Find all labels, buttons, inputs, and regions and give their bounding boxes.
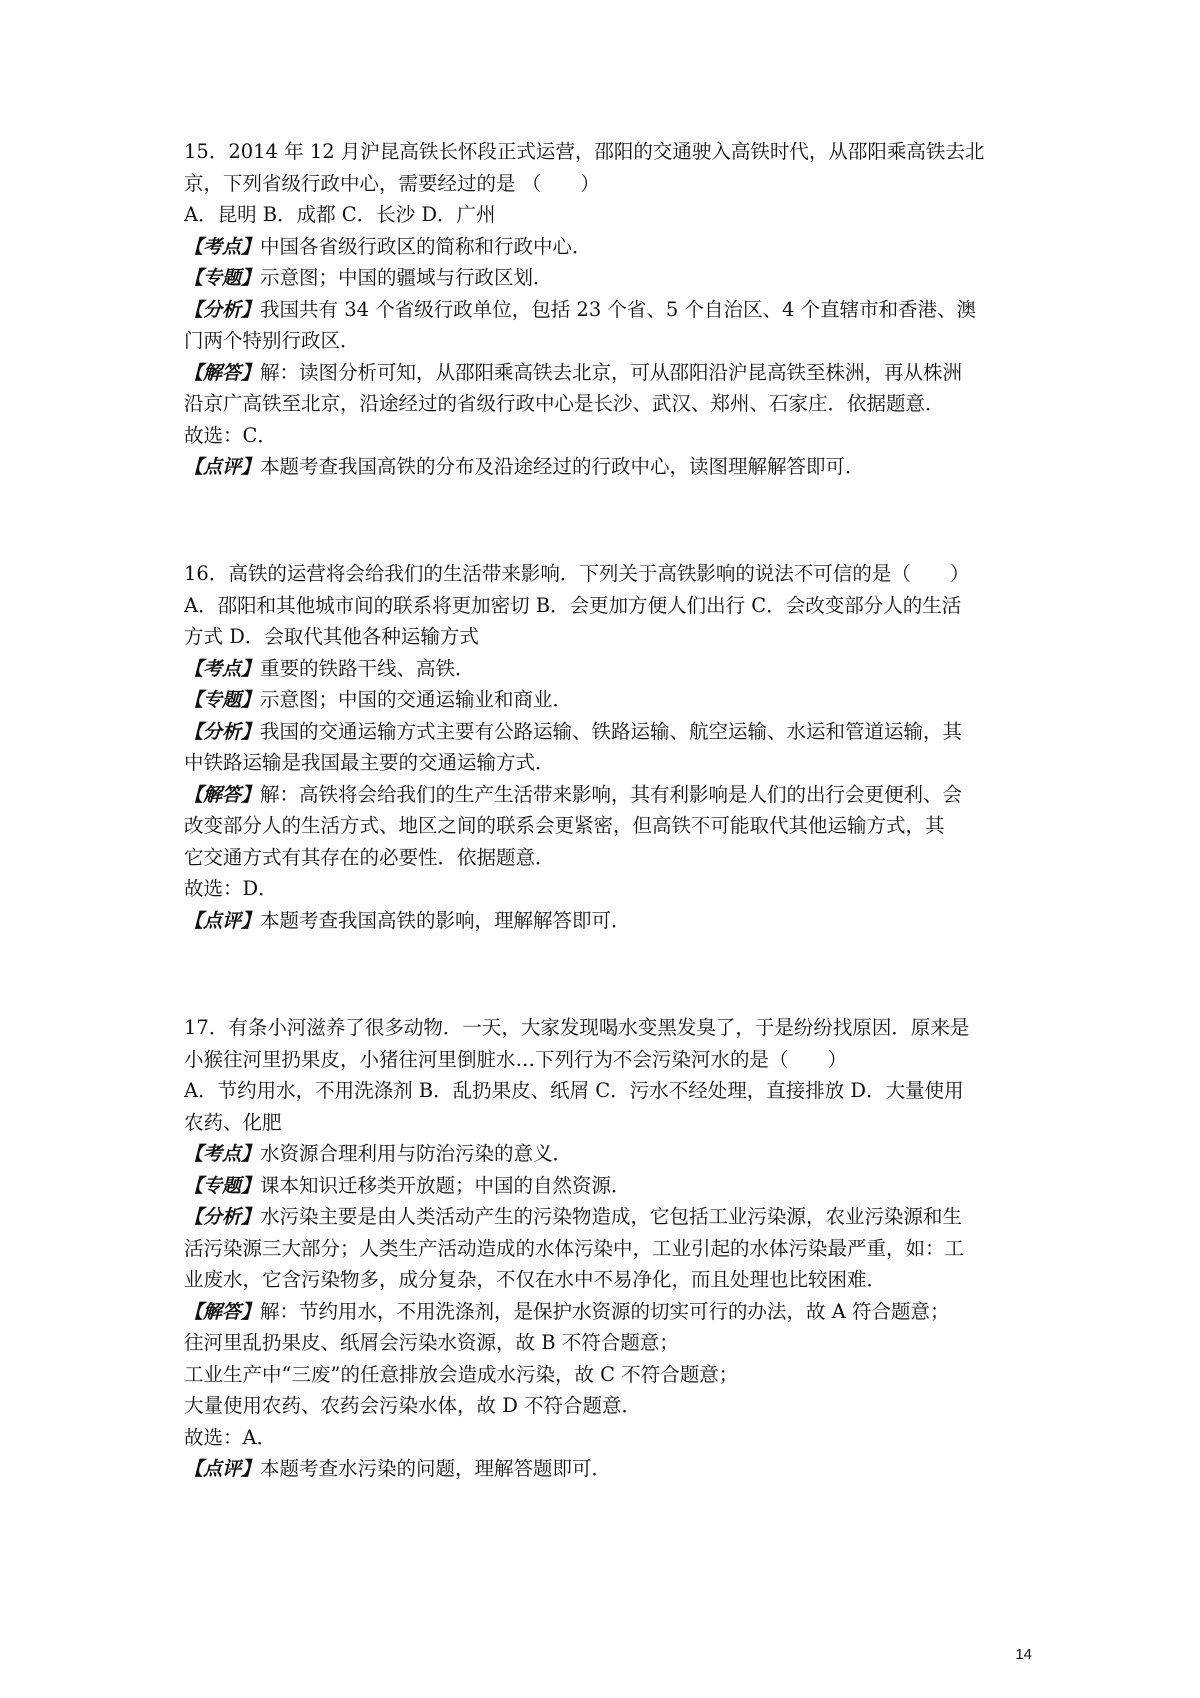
question-options: A．昆明 B．成都 C．长沙 D．广州 bbox=[184, 203, 496, 226]
section-text: 中国各省级行政区的简称和行政中心． bbox=[260, 234, 592, 258]
section-text: 解：节约用水，不用洗涤剂，是保护水资源的切实可行的办法，故 A 符合题意； bbox=[260, 1299, 950, 1323]
section-tag: 【分析】 bbox=[184, 720, 261, 743]
section-text: 示意图；中国的疆域与行政区划． bbox=[260, 266, 553, 289]
question-options: 方式 D．会取代其他各种运输方式 bbox=[184, 625, 479, 648]
section-text: 解：读图分析可知，从邵阳乘高铁去北京，可从邵阳沿沪昆高铁至株洲，再从株洲 bbox=[260, 360, 963, 384]
section-text: 活污染源三大部分；人类生产活动造成的水体污染中，工业引起的水体污染最严重，如：工 bbox=[184, 1236, 965, 1260]
dianping-section bbox=[184, 905, 1034, 937]
section-text: 它交通方式有其存在的必要性．依据题意． bbox=[184, 845, 555, 869]
fenxi-section bbox=[184, 716, 1034, 748]
section-tag: 【点评】 bbox=[184, 1458, 261, 1480]
section-text: 业废水，它含污染物多，成分复杂，不仅在水中不易净化，而且处理也比较困难． bbox=[184, 1268, 887, 1291]
section-text: 工业生产中“三废”的任意排放会造成水污染，故 C 不符合题意； bbox=[184, 1362, 739, 1386]
zhuanti-section bbox=[184, 262, 1034, 294]
section-tag: 【考点】 bbox=[184, 657, 261, 680]
question-options: 农药、化肥 bbox=[184, 1110, 282, 1134]
answer-choice: 故选：D． bbox=[184, 877, 278, 900]
kaodian-section bbox=[184, 653, 1034, 685]
dianping-section bbox=[184, 1453, 1034, 1485]
question-16 bbox=[184, 558, 1034, 936]
question-options: A．节约用水，不用洗涤剂 B．乱扔果皮、纸屑 C．污水不经处理，直接排放 D．大量使用 bbox=[184, 1079, 964, 1102]
question-stem-line: 京，下列省级行政中心，需要经过的是 （ ） bbox=[184, 171, 600, 195]
section-tag: 【分析】 bbox=[184, 298, 261, 321]
jieda-section bbox=[184, 1296, 1034, 1328]
section-tag: 【专题】 bbox=[184, 689, 261, 711]
kaodian-section bbox=[184, 231, 1034, 263]
fenxi-section bbox=[184, 1201, 1034, 1233]
section-text: 本题考查我国高铁的分布及沿途经过的行政中心，读图理解解答即可． bbox=[260, 455, 865, 478]
question-stem-line: 小猴往河里扔果皮，小猪往河里倒脏水…下列行为不会污染河水的是（ ） bbox=[184, 1047, 848, 1071]
section-tag: 【考点】 bbox=[184, 235, 261, 258]
question-stem-line: 17．有条小河滋养了很多动物．一天，大家发现喝水变黑发臭了，于是纷纷找原因．原来是 bbox=[184, 1016, 970, 1039]
section-text: 解：高铁将会给我们的生产生活带来影响，其有利影响是人们的出行会更便利、会 bbox=[260, 782, 963, 806]
question-options: A．邵阳和其他城市间的联系将更加密切 B．会更加方便人们出行 C．会改变部分人的生活 bbox=[184, 593, 962, 617]
section-tag: 【解答】 bbox=[184, 783, 261, 806]
section-text: 水污染主要是由人类活动产生的污染物造成，它包括工业污染源，农业污染源和生 bbox=[260, 1205, 963, 1228]
section-tag: 【解答】 bbox=[184, 1300, 261, 1323]
section-text: 沿京广高铁至北京，沿途经过的省级行政中心是长沙、武汉、郑州、石家庄．依据题意． bbox=[184, 392, 945, 415]
page-number: 14 bbox=[1015, 1646, 1032, 1663]
section-text: 门两个特别行政区． bbox=[184, 329, 360, 352]
question-stem-line: 16．高铁的运营将会给我们的生活带来影响．下列关于高铁影响的说法不可信的是（ ） bbox=[184, 562, 970, 585]
section-text: 本题考查水污染的问题，理解答题即可． bbox=[260, 1457, 612, 1480]
dianping-section bbox=[184, 451, 1034, 483]
section-text: 往河里乱扔果皮、纸屑会污染水资源，故 B 不符合题意； bbox=[184, 1331, 679, 1354]
jieda-section bbox=[184, 779, 1034, 811]
section-text: 课本知识迁移类开放题；中国的自然资源． bbox=[260, 1173, 631, 1197]
answer-choice: 故选：C． bbox=[184, 423, 277, 447]
section-tag: 【点评】 bbox=[184, 456, 261, 478]
fenxi-section bbox=[184, 294, 1034, 326]
section-tag: 【点评】 bbox=[184, 909, 261, 932]
section-tag: 【专题】 bbox=[184, 267, 261, 289]
kaodian-section bbox=[184, 1138, 1034, 1170]
section-tag: 【解答】 bbox=[184, 361, 261, 384]
question-17 bbox=[184, 1012, 1034, 1485]
section-text: 我国共有 34 个省级行政单位，包括 23 个省、5 个自治区、4 个直辖市和香港、澳 bbox=[260, 297, 977, 321]
section-tag: 【分析】 bbox=[184, 1206, 261, 1228]
section-text: 水资源合理利用与防治污染的意义． bbox=[260, 1142, 573, 1165]
section-text: 示意图；中国的交通运输业和商业． bbox=[260, 688, 573, 711]
jieda-section bbox=[184, 357, 1034, 389]
zhuanti-section bbox=[184, 1170, 1034, 1202]
section-tag: 【专题】 bbox=[184, 1174, 261, 1197]
question-15 bbox=[184, 136, 1034, 483]
question-stem-line: 15．2014 年 12 月沪昆高铁长怀段正式运营，邵阳的交通驶入高铁时代，从邵阳乘高铁去北 bbox=[184, 140, 985, 163]
section-tag: 【考点】 bbox=[184, 1143, 261, 1165]
zhuanti-section bbox=[184, 684, 1034, 716]
answer-choice: 故选：A． bbox=[184, 1425, 277, 1449]
section-text: 重要的铁路干线、高铁． bbox=[260, 656, 475, 680]
section-text: 中铁路运输是我国最主要的交通运输方式． bbox=[184, 751, 555, 774]
section-text: 本题考查我国高铁的影响，理解解答即可． bbox=[260, 908, 631, 932]
section-text: 大量使用农药、农药会污染水体，故 D 不符合题意． bbox=[184, 1394, 642, 1417]
section-text: 改变部分人的生活方式、地区之间的联系会更紧密，但高铁不可能取代其他运输方式，其 bbox=[184, 814, 945, 837]
section-text: 我国的交通运输方式主要有公路运输、铁路运输、航空运输、水运和管道运输，其 bbox=[260, 719, 963, 743]
